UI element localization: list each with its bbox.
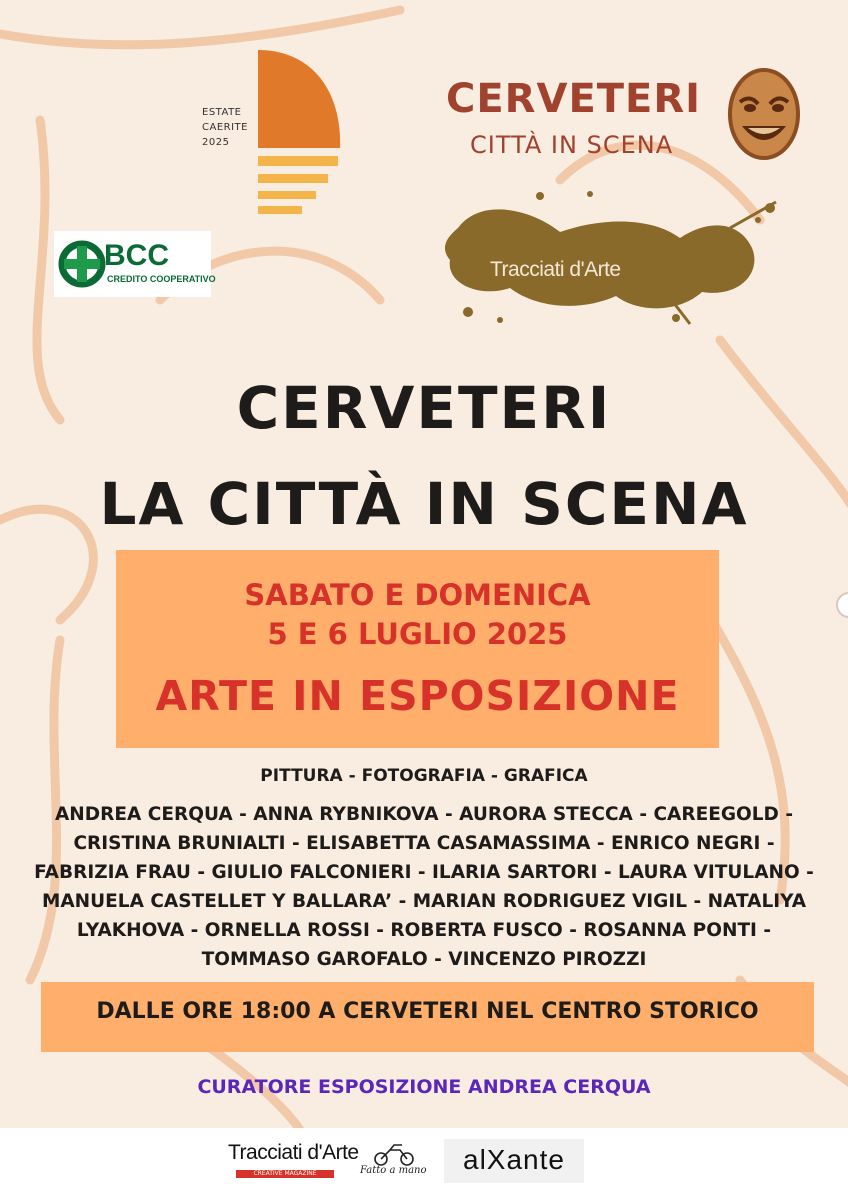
footer-tracciati-tagline: CREATIVE MAGAZINE <box>253 1170 317 1177</box>
artists-line: FABRIZIA FRAU - GIULIO FALCONIERI - ILARIA SARTORI - LAURA VITULANO - <box>34 862 814 883</box>
time-location: DALLE ORE 18:00 A CERVETERI NEL CENTRO STORICO <box>96 999 759 1024</box>
footer-tracciati-logo: Tracciati d'Arte <box>228 1141 359 1164</box>
date-range: 5 E 6 LUGLIO 2025 <box>267 617 568 651</box>
date-days: SABATO E DOMENICA <box>244 578 591 612</box>
artists-line: TOMMASO GAROFALO - VINCENZO PIROZZI <box>201 949 647 970</box>
main-title-line1: CERVETERI <box>236 374 612 442</box>
exhibition-headline: ARTE IN ESPOSIZIONE <box>155 672 680 720</box>
bcc-tagline: CREDITO COOPERATIVO <box>107 274 216 284</box>
motorcycle-icon <box>372 1142 416 1166</box>
bcc-name: BCC <box>104 239 169 272</box>
footer-alxante-logo: alXante <box>463 1144 565 1175</box>
footer-fatto-a-mano: Fatto a mano <box>360 1165 427 1176</box>
artists-line: ANDREA CERQUA - ANNA RYBNIKOVA - AURORA STECCA - CAREEGOLD - <box>54 804 794 825</box>
curator: CURATORE ESPOSIZIONE ANDREA CERQUA <box>197 1076 651 1098</box>
estate-caerite-wordmark: ESTATE CAERITE 2025 <box>202 107 248 148</box>
artists-list <box>30 800 818 974</box>
footer-sponsors <box>0 1128 848 1200</box>
sunset-logo-icon <box>256 50 346 218</box>
carousel-next-indicator[interactable] <box>834 590 848 620</box>
artists-line: MANUELA CASTELLET Y BALLARA’ - MARIAN RODRIGUEZ VIGIL - NATALIYA <box>41 891 807 912</box>
cerveteri-logo-subtitle: CITTÀ IN SCENA <box>470 131 674 159</box>
main-title <box>0 360 848 552</box>
cerveteri-logo-title: CERVETERI <box>446 76 702 122</box>
tracciati-logo-text: Tracciati d'Arte <box>490 258 621 281</box>
artists-line: CRISTINA BRUNIALTI - ELISABETTA CASAMASSIMA - ENRICO NEGRI - <box>73 833 775 854</box>
theater-mask-icon <box>726 68 802 164</box>
artists-line: LYAKHOVA - ORNELLA ROSSI - ROBERTA FUSCO - ROSANNA PONTI - <box>76 920 772 941</box>
bcc-mark-icon <box>58 240 106 288</box>
disciplines: PITTURA - FOTOGRAFIA - GRAFICA <box>260 766 588 786</box>
main-title-line2: LA CITTÀ IN SCENA <box>99 470 749 538</box>
